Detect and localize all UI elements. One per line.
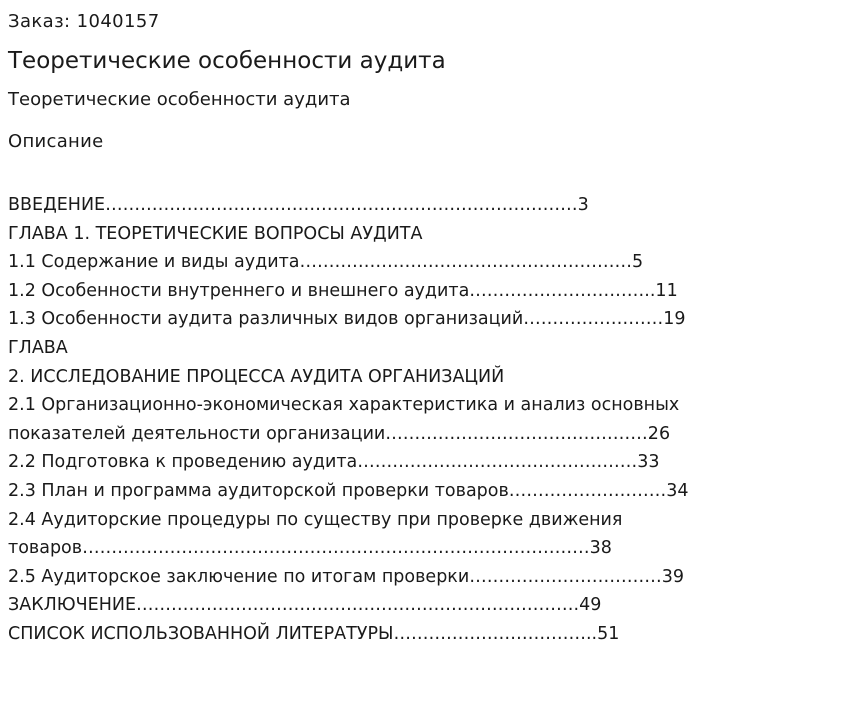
toc-entry-introduction: ВВЕДЕНИЕ………………………………………………………………………3 [8, 195, 589, 215]
toc-entry-2-4: 2.4 Аудиторские процедуры по существу при проверке движения [8, 509, 623, 530]
toc-entry-1-1: 1.1 Содержание и виды аудита…………………………………………………5 [8, 252, 644, 273]
toc-entry-chapter-1: ГЛАВА 1. ТЕОРЕТИЧЕСКИЕ ВОПРОСЫ АУДИТА [8, 223, 423, 244]
description-label: Описание [8, 131, 104, 152]
toc-entry-conclusion: ЗАКЛЮЧЕНИЕ………………………………………………………………….49 [8, 595, 602, 616]
toc-entry-2-5: 2.5 Аудиторское заключение по итогам проверки……………………………39 [8, 566, 685, 587]
table-of-contents [8, 191, 808, 649]
toc-entry-2-4-cont: товаров……………………………………………………………………………38 [8, 538, 612, 559]
toc-entry-2-1-cont: показателей деятельности организации………………………………………26 [8, 423, 671, 444]
toc-entry-references: СПИСОК ИСПОЛЬЗОВАННОЙ ЛИТЕРАТУРЫ……………………………..51 [8, 623, 620, 644]
toc-entry-chapter-2: 2. ИССЛЕДОВАНИЕ ПРОЦЕССА АУДИТА ОРГАНИЗАЦИЙ [8, 366, 505, 387]
toc-entry-2-1: 2.1 Организационно-экономическая характеристика и анализ основных [8, 395, 680, 416]
toc-entry-1-3: 1.3 Особенности аудита различных видов организаций……………………19 [8, 309, 686, 330]
order-number: Заказ: 1040157 [8, 11, 160, 32]
page-title: Теоретические особенности аудита [8, 48, 446, 74]
page-subtitle: Теоретические особенности аудита [8, 89, 351, 110]
toc-entry-chapter-2-label: ГЛАВА [8, 337, 68, 358]
toc-entry-2-2: 2.2 Подготовка к проведению аудита…………………………………………33 [8, 452, 660, 473]
toc-entry-2-3: 2.3 План и программа аудиторской проверки товаров………………………34 [8, 480, 689, 501]
toc-entry-1-2: 1.2 Особенности внутреннего и внешнего аудита…………………………..11 [8, 280, 678, 301]
